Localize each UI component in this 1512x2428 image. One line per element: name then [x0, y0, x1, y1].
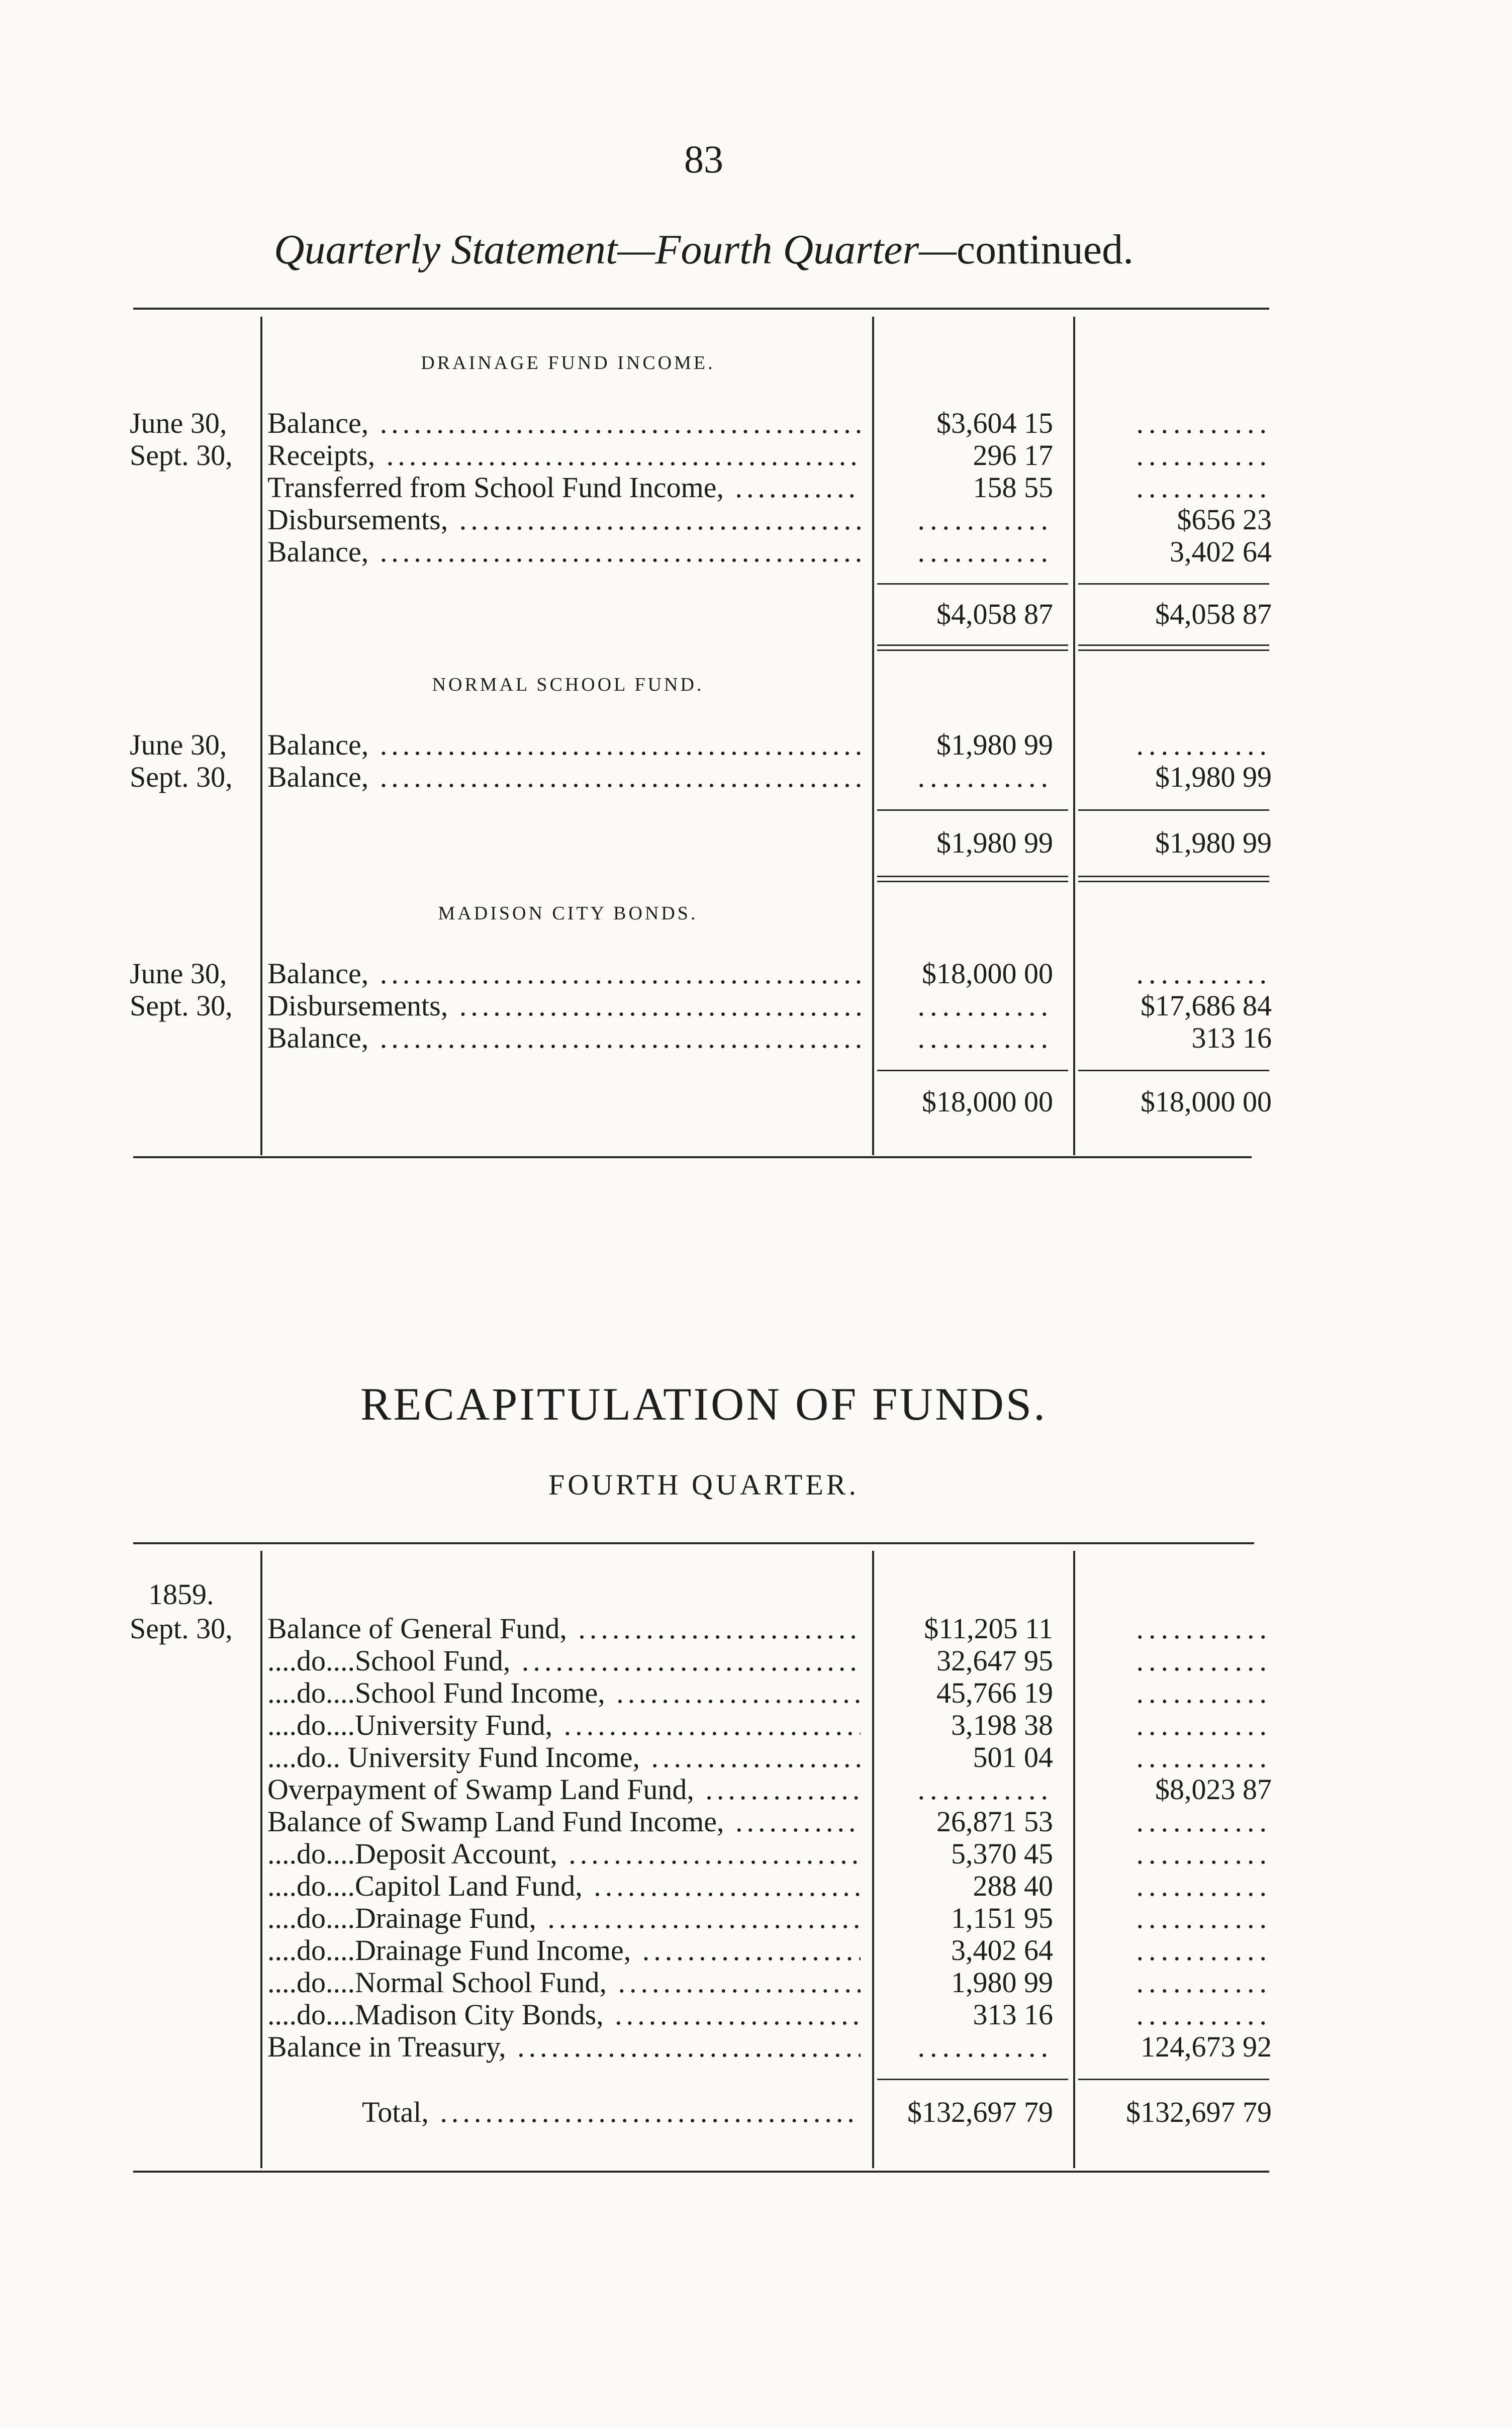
total-col1: $132,697 79 [907, 2096, 1053, 2128]
table-row [0, 1022, 1512, 1054]
table-row [0, 1870, 1512, 1902]
section-heading: NORMAL SCHOOL FUND. [432, 674, 704, 695]
running-head-italic: Quarterly Statement—Fourth Quarter— [273, 226, 957, 273]
row-amount-col1: $11,205 11 [924, 1612, 1053, 1645]
row-amount-col2: ........... [1136, 957, 1272, 990]
row-amount-col1: 1,980 99 [951, 1966, 1053, 1999]
total-double-rule-col1 [877, 876, 1068, 877]
row-amount-col2: ........... [1136, 1902, 1272, 1934]
row-description: Balance, ..... [267, 729, 861, 761]
total-double-rule-col2 [1078, 881, 1269, 882]
row-amount-col2: ........... [1136, 728, 1272, 761]
total-double-rule-col2 [1078, 649, 1269, 651]
table-row [0, 1677, 1512, 1709]
row-description: Disbursements, ..... [267, 990, 861, 1022]
row-amount-col1: $1,980 99 [936, 728, 1053, 761]
row-description: ....do....School Fund Income, ..... [267, 1677, 861, 1709]
total-double-rule-col1 [877, 881, 1068, 882]
row-amount-col2: ........... [1136, 1966, 1272, 1999]
total-col1: $1,980 99 [936, 826, 1053, 859]
recap-year: 1859. [148, 1578, 214, 1611]
row-date: June 30, [130, 728, 227, 761]
row-amount-col1: 288 40 [973, 1870, 1053, 1902]
row-amount-col2: ........... [1136, 1805, 1272, 1838]
row-amount-col1: 3,198 38 [951, 1709, 1053, 1741]
table-row [0, 1645, 1512, 1677]
row-amount-col2: ........... [1136, 1612, 1272, 1645]
row-amount-col2: $656 23 [1177, 503, 1272, 536]
row-description: Balance in Treasury, ..... [267, 2031, 861, 2063]
table-row [0, 990, 1512, 1022]
section-heading: MADISON CITY BONDS. [438, 903, 698, 924]
row-amount-col2: 124,673 92 [1141, 2030, 1272, 2063]
row-amount-col1: 1,151 95 [951, 1902, 1053, 1934]
row-description: Disbursements, ..... [267, 504, 861, 536]
running-head [0, 225, 1407, 274]
subtotal-rule-col2 [1078, 583, 1269, 585]
row-amount-col1: 5,370 45 [951, 1837, 1053, 1870]
row-amount-col1: ........... [917, 761, 1053, 793]
subtotal-rule-col1 [877, 583, 1068, 585]
row-description: Receipts, ..... [267, 439, 861, 472]
row-amount-col2: ........... [1136, 1644, 1272, 1677]
recap-total-rule-col2 [1078, 2079, 1269, 2080]
row-amount-col1: $3,604 15 [936, 407, 1053, 439]
total-col2: $4,058 87 [1155, 598, 1272, 630]
table-row [0, 1934, 1512, 1967]
row-date: Sept. 30, [130, 1612, 233, 1645]
row-amount-col2: ........... [1136, 407, 1272, 439]
page-number: 83 [684, 137, 723, 181]
row-description: Transferred from School Fund Income, ..... [267, 472, 861, 504]
recap-subtitle: FOURTH QUARTER. [548, 1468, 859, 1501]
row-amount-col2: ........... [1136, 1709, 1272, 1741]
row-amount-col1: 296 17 [973, 439, 1053, 472]
row-amount-col1: 45,766 19 [936, 1676, 1053, 1709]
row-description: Balance, ..... [267, 958, 861, 990]
row-amount-col1: ........... [917, 1773, 1053, 1806]
total-double-rule-col1 [877, 649, 1068, 651]
row-description: ....do....School Fund, ..... [267, 1645, 861, 1677]
row-description: Balance of General Fund, ..... [267, 1613, 861, 1645]
recap-year-row [0, 1578, 1512, 1611]
table-row [0, 958, 1512, 990]
running-head-roman: continued. [956, 226, 1134, 273]
row-amount-col2: $1,980 99 [1155, 761, 1272, 793]
total-col1: $4,058 87 [936, 598, 1053, 630]
row-amount-col2: ........... [1136, 1676, 1272, 1709]
recap-total-label: Total, ..... [362, 2096, 860, 2128]
row-date: Sept. 30, [130, 439, 233, 472]
row-amount-col1: 32,647 95 [936, 1644, 1053, 1677]
row-amount-col2: 3,402 64 [1170, 535, 1272, 568]
row-amount-col1: ........... [917, 503, 1053, 536]
total-col2: $1,980 99 [1155, 826, 1272, 859]
row-amount-col1: 158 55 [973, 471, 1053, 504]
row-amount-col1: 26,871 53 [936, 1805, 1053, 1838]
table-row [0, 472, 1512, 504]
table-row [0, 761, 1512, 793]
recap-top-rule [133, 1542, 1254, 1544]
upper-table-top-rule [133, 308, 1269, 310]
row-amount-col2: ........... [1136, 439, 1272, 472]
table-row [0, 504, 1512, 536]
row-description: ....do....Drainage Fund, ..... [267, 1902, 861, 1934]
subtotal-rule-col2 [1078, 1070, 1269, 1071]
row-amount-col2: ........... [1136, 1741, 1272, 1773]
total-double-rule-col2 [1078, 644, 1269, 646]
recap-total-row [0, 2096, 1512, 2128]
table-row [0, 1999, 1512, 2031]
table-row [0, 1902, 1512, 1934]
row-description: Balance of Swamp Land Fund Income, ..... [267, 1806, 861, 1838]
row-description: Overpayment of Swamp Land Fund, ..... [267, 1773, 861, 1806]
row-date: June 30, [130, 957, 227, 990]
upper-table-bottom-rule [133, 1156, 1252, 1158]
table-row [0, 1709, 1512, 1741]
table-row [0, 729, 1512, 761]
row-amount-col2: $8,023 87 [1155, 1773, 1272, 1806]
row-description: Balance, ..... [267, 761, 861, 793]
row-date: Sept. 30, [130, 761, 233, 793]
row-date: June 30, [130, 407, 227, 439]
row-amount-col1: ........... [917, 989, 1053, 1022]
recap-total-rule-col1 [877, 2079, 1068, 2080]
table-row [0, 1806, 1512, 1838]
table-row [0, 439, 1512, 472]
row-date: Sept. 30, [130, 989, 233, 1022]
subtotal-rule-col1 [877, 809, 1068, 811]
row-description: ....do....Capitol Land Fund, ..... [267, 1870, 861, 1902]
table-row [0, 536, 1512, 568]
table-row [0, 2031, 1512, 2063]
table-row [0, 1967, 1512, 1999]
row-description: ....do....Deposit Account, ..... [267, 1838, 861, 1870]
row-amount-col2: 313 16 [1191, 1021, 1272, 1054]
row-description: ....do....Drainage Fund Income, ..... [267, 1934, 861, 1967]
row-amount-col2: ........... [1136, 1837, 1272, 1870]
row-amount-col1: 3,402 64 [951, 1934, 1053, 1967]
row-description: ....do....University Fund, ..... [267, 1709, 861, 1741]
total-double-rule-col2 [1078, 876, 1269, 877]
total-col1: $18,000 00 [922, 1085, 1053, 1118]
row-amount-col1: ........... [917, 2030, 1053, 2063]
table-row [0, 1773, 1512, 1806]
table-row [0, 1838, 1512, 1870]
recap-bottom-rule [133, 2171, 1269, 2173]
row-description: Balance, ..... [267, 536, 861, 568]
total-col2: $132,697 79 [1126, 2096, 1272, 2128]
section-total-row [0, 1086, 1512, 1118]
row-amount-col2: ........... [1136, 1870, 1272, 1902]
subtotal-rule-col2 [1078, 809, 1269, 811]
row-amount-col1: ........... [917, 1021, 1053, 1054]
section-heading: DRAINAGE FUND INCOME. [421, 352, 715, 373]
table-row [0, 407, 1512, 439]
row-amount-col2: $17,686 84 [1141, 989, 1272, 1022]
recap-title: RECAPITULATION OF FUNDS. [360, 1378, 1048, 1430]
row-description: ....do....Normal School Fund, ..... [267, 1967, 861, 1999]
row-amount-col1: 501 04 [973, 1741, 1053, 1773]
row-amount-col1: 313 16 [973, 1998, 1053, 2031]
row-description: ....do.. University Fund Income, ..... [267, 1741, 861, 1773]
total-col2: $18,000 00 [1141, 1085, 1272, 1118]
total-double-rule-col1 [877, 644, 1068, 646]
subtotal-rule-col1 [877, 1070, 1068, 1071]
row-amount-col2: ........... [1136, 1998, 1272, 2031]
table-row [0, 1613, 1512, 1645]
row-amount-col1: ........... [917, 535, 1053, 568]
row-description: Balance, ..... [267, 407, 861, 439]
table-row [0, 1741, 1512, 1773]
row-description: Balance, ..... [267, 1022, 861, 1054]
row-amount-col1: $18,000 00 [922, 957, 1053, 990]
row-amount-col2: ........... [1136, 1934, 1272, 1967]
section-total-row [0, 827, 1512, 859]
section-total-row [0, 598, 1512, 630]
row-description: ....do....Madison City Bonds, ..... [267, 1999, 861, 2031]
row-amount-col2: ........... [1136, 471, 1272, 504]
